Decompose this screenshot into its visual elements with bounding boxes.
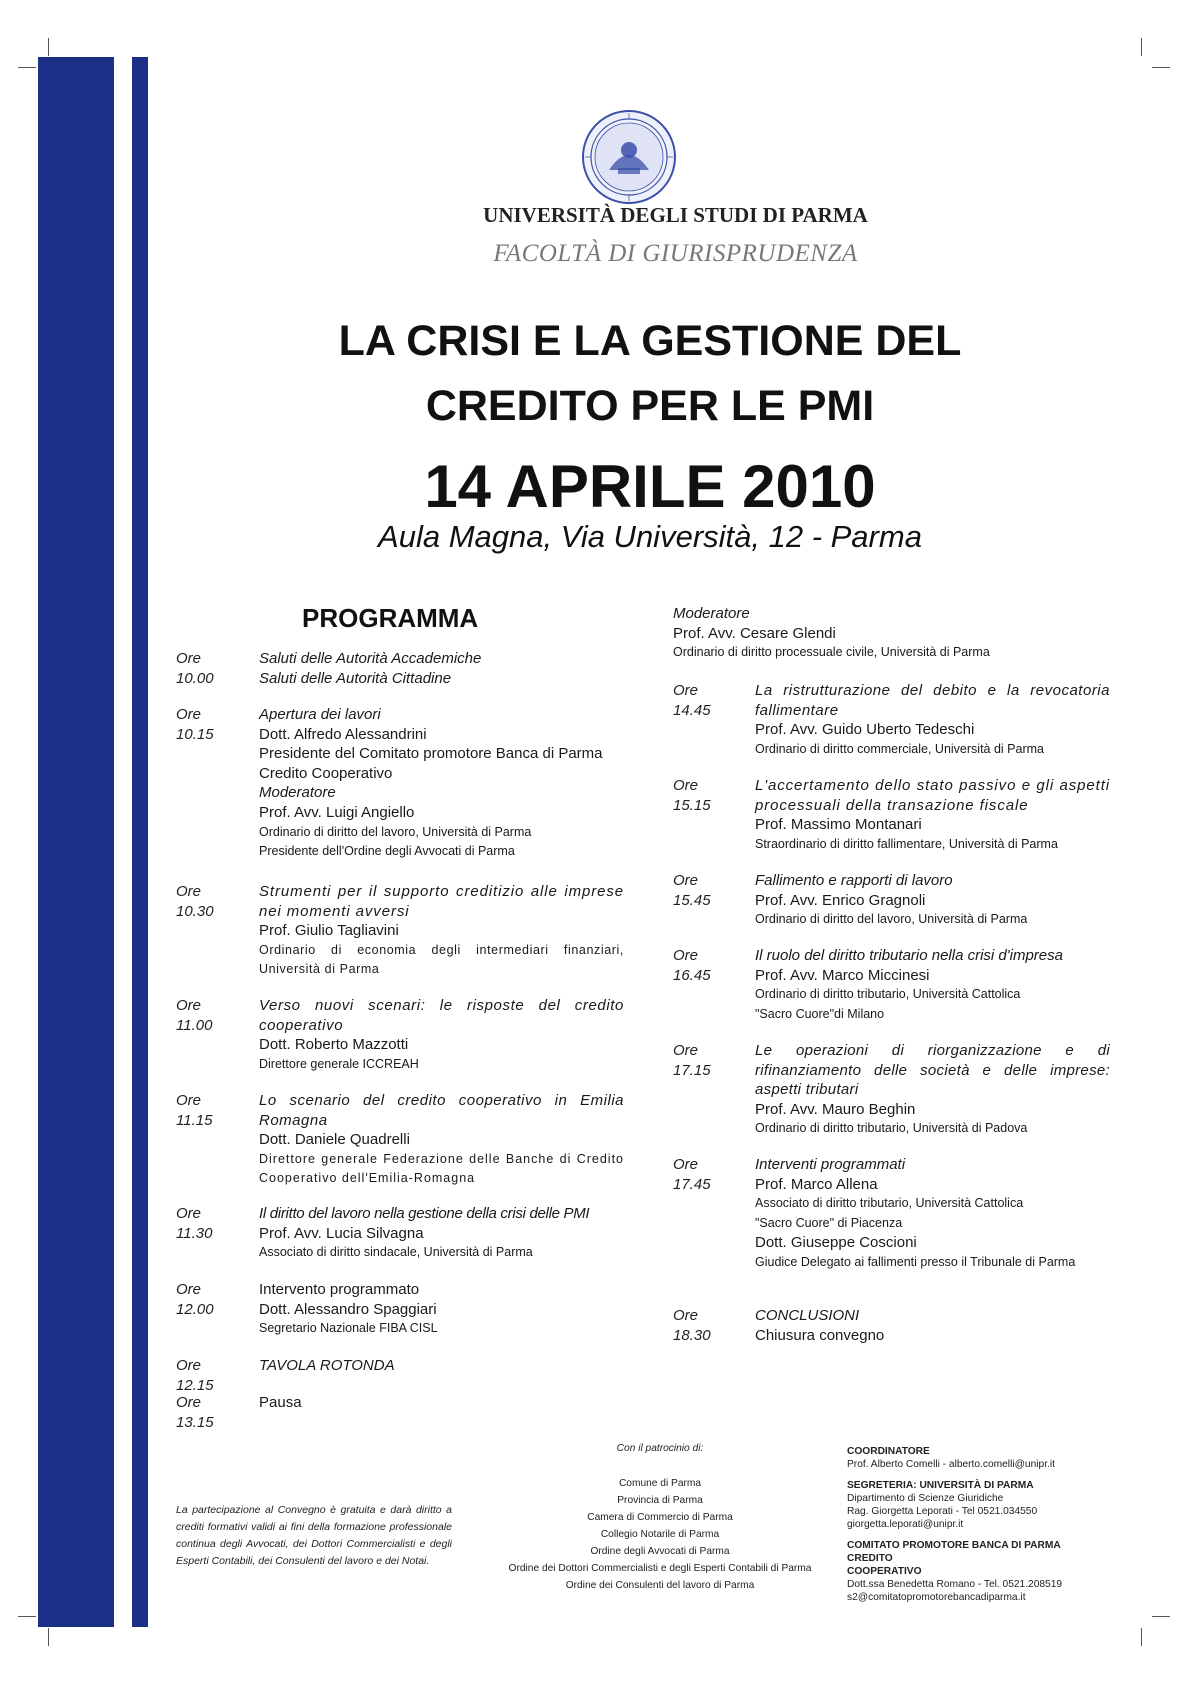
afternoon-moderator bbox=[673, 604, 1113, 663]
coordinator-contact: Prof. Alberto Comelli - alberto.comelli@unipr.it bbox=[847, 1459, 1055, 1470]
patron-item: Provincia di Parma bbox=[617, 1495, 703, 1506]
event-date: 14 APRILE 2010 bbox=[424, 453, 876, 520]
program-time: Ore 10.15 bbox=[176, 706, 214, 743]
program-body bbox=[755, 946, 1110, 1024]
coordinator-group bbox=[847, 1445, 1107, 1471]
crop-mark-tl-h bbox=[18, 67, 36, 68]
speaker-name: Prof. Massimo Montanari bbox=[755, 816, 922, 834]
speaker-role: Giudice Delegato ai fallimenti presso il Tribunale di Parma bbox=[755, 1254, 1076, 1269]
moderator-label: Moderatore bbox=[259, 784, 336, 802]
program-time: Ore 10.30 bbox=[176, 883, 214, 920]
program-body bbox=[755, 681, 1110, 759]
speaker-role: "Sacro Cuore" di Piacenza bbox=[755, 1215, 903, 1230]
crop-mark-bl-h bbox=[18, 1616, 36, 1617]
speaker-role: Ordinario di diritto commerciale, Università di Parma bbox=[755, 741, 1044, 756]
left-blue-band-wide bbox=[38, 57, 114, 1627]
program-title: Pausa bbox=[259, 1394, 302, 1411]
committee-email: s2@comitatopromotorebancadiparma.it bbox=[847, 1592, 1026, 1603]
coordinator-heading: COORDINATORE bbox=[847, 1446, 930, 1457]
secretariat-line: Rag. Giorgetta Leporati - Tel 0521.034550 bbox=[847, 1506, 1038, 1517]
moderator-label: Moderatore bbox=[673, 605, 750, 622]
speaker-name: Dott. Giuseppe Coscioni bbox=[755, 1234, 917, 1252]
speaker-name: Dott. Alessandro Spaggiari bbox=[259, 1300, 437, 1318]
committee-group bbox=[847, 1539, 1107, 1604]
event-title-line-2: CREDITO PER LE PMI bbox=[425, 382, 875, 430]
program-body bbox=[755, 1306, 1110, 1345]
speaker-role: Credito Cooperativo bbox=[259, 764, 393, 782]
program-body bbox=[755, 776, 1110, 854]
patron-item: Comune di Parma bbox=[618, 1478, 702, 1489]
program-time: Ore 10.00 bbox=[176, 650, 214, 687]
program-title: Lo scenario del credito cooperativo in Emilia Romagna bbox=[259, 1092, 624, 1129]
program-time: Ore 15.15 bbox=[673, 777, 711, 814]
program-time: Ore 14.45 bbox=[673, 682, 711, 719]
secretariat-group bbox=[847, 1479, 1107, 1531]
patron-item: Ordine dei Consulenti del lavoro di Parma bbox=[565, 1580, 755, 1591]
program-title: Verso nuovi scenari: le risposte del credito cooperativo bbox=[259, 997, 624, 1034]
program-body bbox=[755, 1041, 1110, 1139]
speaker-role: Ordinario di diritto del lavoro, Università di Parma bbox=[755, 912, 1028, 927]
crop-mark-br-h bbox=[1152, 1616, 1170, 1617]
moderator-role: Ordinario di diritto processuale civile, Università di Parma bbox=[673, 645, 990, 660]
moderator-name: Prof. Avv. Luigi Angiello bbox=[259, 803, 415, 821]
program-time: Ore 17.45 bbox=[673, 1156, 711, 1193]
speaker-name: Prof. Avv. Guido Uberto Tedeschi bbox=[755, 721, 975, 739]
committee-heading: COMITATO PROMOTORE BANCA DI PARMA CREDITO bbox=[847, 1540, 1061, 1564]
patronage-list bbox=[480, 1475, 840, 1594]
program-note: Chiusura convegno bbox=[755, 1326, 885, 1344]
program-title: Fallimento e rapporti di lavoro bbox=[755, 872, 953, 889]
program-body bbox=[755, 871, 1110, 930]
program-body bbox=[259, 996, 624, 1074]
moderator-role: Ordinario di diritto del lavoro, Università di Parma bbox=[259, 824, 532, 839]
speaker-name: Prof. Avv. Lucia Silvagna bbox=[259, 1224, 424, 1242]
program-title: Strumenti per il supporto creditizio alle imprese nei momenti avversi bbox=[259, 883, 624, 920]
patronage-heading: Con il patrocinio di: bbox=[616, 1443, 704, 1454]
speaker-name: Prof. Marco Allena bbox=[755, 1175, 878, 1193]
moderator-role: Presidente dell'Ordine degli Avvocati di Parma bbox=[259, 844, 515, 859]
secretariat-email: giorgetta.leporati@unipr.it bbox=[847, 1519, 964, 1530]
speaker-name: Prof. Avv. Marco Miccinesi bbox=[755, 966, 930, 984]
speaker-role: Ordinario di economia degli intermediari finanziari, Università di Parma bbox=[259, 942, 624, 977]
program-time: Ore 16.45 bbox=[673, 947, 711, 984]
program-title: Interventi programmati bbox=[755, 1156, 906, 1173]
program-time: Ore 15.45 bbox=[673, 872, 711, 909]
speaker-name: Prof. Avv. Enrico Gragnoli bbox=[755, 891, 926, 909]
program-title: TAVOLA ROTONDA bbox=[259, 1357, 395, 1374]
program-time: Ore 11.30 bbox=[176, 1205, 213, 1242]
program-time: Ore 17.15 bbox=[673, 1042, 711, 1079]
program-body bbox=[259, 882, 624, 980]
program-time: Ore 12.15 bbox=[176, 1357, 214, 1394]
program-time: Ore 18.30 bbox=[673, 1307, 711, 1344]
committee-contact: Dott.ssa Benedetta Romano - Tel. 0521.208519 bbox=[847, 1579, 1063, 1590]
crop-mark-tr-v bbox=[1141, 38, 1142, 56]
patron-item: Ordine dei Dottori Commercialisti e degli Esperti Contabili di Parma bbox=[508, 1563, 812, 1574]
program-time: Ore 11.15 bbox=[176, 1092, 213, 1129]
speaker-name: Prof. Avv. Mauro Beghin bbox=[755, 1100, 916, 1118]
program-title: La ristrutturazione del debito e la revocatoria fallimentare bbox=[755, 682, 1110, 719]
secretariat-heading: SEGRETERIA: UNIVERSITÀ DI PARMA bbox=[847, 1480, 1034, 1491]
moderator-name: Prof. Avv. Cesare Glendi bbox=[673, 624, 836, 642]
program-title: Il diritto del lavoro nella gestione della crisi delle PMI bbox=[259, 1205, 590, 1222]
program-body bbox=[259, 1356, 624, 1376]
patron-item: Ordine degli Avvocati di Parma bbox=[590, 1546, 730, 1557]
program-title: Intervento programmato bbox=[259, 1281, 420, 1298]
program-title: Saluti delle Autorità Accademiche bbox=[259, 650, 482, 667]
faculty-name: FACOLTÀ DI GIURISPRUDENZA bbox=[493, 240, 858, 267]
program-time: Ore 13.15 bbox=[176, 1394, 214, 1431]
participation-note: La partecipazione al Convegno è gratuita e darà diritto a crediti formativi validi ai fini della formazione professionale continua degli Avvocati, dei Dottori Commercialisti e degli Esperti Contabili, dei Consulenti del lavoro e dei Notai. bbox=[176, 1504, 452, 1567]
patron-item: Collegio Notarile di Parma bbox=[600, 1529, 720, 1540]
committee-heading: COOPERATIVO bbox=[847, 1566, 922, 1577]
program-heading: PROGRAMMA bbox=[302, 603, 479, 633]
secretariat-line: Dipartimento di Scienze Giuridiche bbox=[847, 1493, 1004, 1504]
program-title: Saluti delle Autorità Cittadine bbox=[259, 669, 452, 687]
program-title: CONCLUSIONI bbox=[755, 1307, 860, 1324]
speaker-role: Ordinario di diritto tributario, Università di Padova bbox=[755, 1121, 1028, 1136]
speaker-name: Prof. Giulio Tagliavini bbox=[259, 922, 399, 940]
crop-mark-br-v bbox=[1141, 1628, 1142, 1646]
program-body bbox=[259, 1204, 624, 1263]
crop-mark-tl-v bbox=[48, 38, 49, 56]
speaker-role: Direttore generale ICCREAH bbox=[259, 1056, 419, 1071]
speaker-role: "Sacro Cuore"di Milano bbox=[755, 1006, 885, 1021]
speaker-role: Direttore generale Federazione delle Banche di Credito Cooperativo dell'Emilia-Romagna bbox=[259, 1151, 624, 1186]
program-title: Apertura dei lavori bbox=[259, 706, 381, 723]
program-time: Ore 12.00 bbox=[176, 1281, 214, 1318]
speaker-role: Straordinario di diritto fallimentare, Università di Parma bbox=[755, 836, 1058, 851]
speaker-name: Dott. Daniele Quadrelli bbox=[259, 1131, 410, 1149]
patron-item: Camera di Commercio di Parma bbox=[587, 1512, 733, 1523]
program-body bbox=[259, 1091, 624, 1189]
university-name: UNIVERSITÀ DEGLI STUDI DI PARMA bbox=[483, 203, 868, 227]
contacts-block bbox=[847, 1445, 1107, 1612]
program-body bbox=[259, 1393, 624, 1413]
event-title-line-1: LA CRISI E LA GESTIONE DEL bbox=[338, 317, 962, 365]
speaker-name: Dott. Alfredo Alessandrini bbox=[259, 725, 427, 743]
program-title: Il ruolo del diritto tributario nella crisi d'impresa bbox=[755, 947, 1063, 964]
speaker-role: Associato di diritto tributario, Università Cattolica bbox=[755, 1196, 1024, 1211]
crop-mark-tr-h bbox=[1152, 67, 1170, 68]
program-title: L'accertamento dello stato passivo e gli aspetti processuali della transazione fiscale bbox=[755, 777, 1110, 814]
speaker-role: Associato di diritto sindacale, Università di Parma bbox=[259, 1245, 533, 1260]
speaker-role: Segretario Nazionale FIBA CISL bbox=[259, 1321, 438, 1336]
program-body bbox=[259, 649, 624, 688]
speaker-role: Ordinario di diritto tributario, Università Cattolica bbox=[755, 987, 1021, 1002]
program-body bbox=[259, 705, 624, 862]
speaker-name: Dott. Roberto Mazzotti bbox=[259, 1036, 409, 1054]
program-time: Ore 11.00 bbox=[176, 997, 213, 1034]
program-title: Le operazioni di riorganizzazione e di rifinanziamento delle società e delle imprese: aspetti tributari bbox=[755, 1042, 1110, 1099]
left-blue-band-narrow bbox=[132, 57, 148, 1627]
program-body bbox=[755, 1155, 1110, 1273]
speaker-role: Presidente del Comitato promotore Banca di Parma bbox=[259, 745, 603, 763]
crop-mark-bl-v bbox=[48, 1628, 49, 1646]
university-seal-logo bbox=[582, 110, 676, 204]
program-body bbox=[259, 1280, 624, 1339]
event-venue: Aula Magna, Via Università, 12 - Parma bbox=[378, 519, 922, 554]
